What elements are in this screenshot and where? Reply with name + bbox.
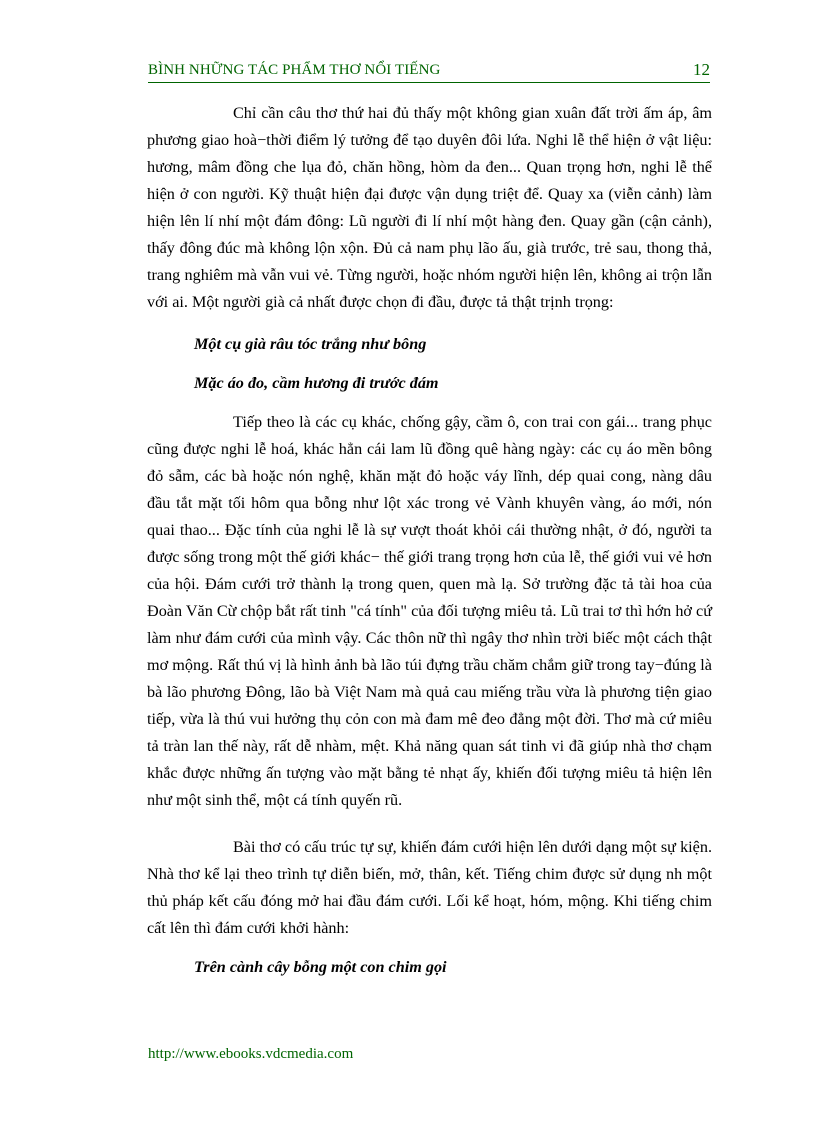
paragraph-1: Chỉ cần câu thơ thứ hai đủ thấy một không gian xuân đất trời ấm áp, âm phương giao hoà−thời điểm lý tưởng để tạo duyên đôi lứa. Nghi lễ thể hiện ở vật liệu: hương, mâm đồng che lụa đỏ, chăn hồng, hòm da đen... Quan trọng hơn, nghi lễ thể hiện ở con người. Kỹ thuật hiện đại được vận dụng triệt để. Quay xa (viễn cảnh) làm hiện lên lí nhí một đám đông: Lũ người đi lí nhí một hàng đen. Quay gần (cận cảnh), thấy đông đúc mà không lộn xộn. Đủ cả nam phụ lão ấu, già trước, trẻ sau, thong thả, trang nghiêm mà vẫn vui vẻ. Từng người, hoặc nhóm người hiện lên, không ai trộn lẫn với ai. Một người già cả nhất được chọn đi đầu, được tả thật trịnh trọng:: [147, 104, 712, 311]
paragraph-3: Bài thơ có cấu trúc tự sự, khiến đám cưới hiện lên dưới dạng một sự kiện. Nhà thơ kể lại theo trình tự diễn biến, mở, thân, kết. Tiếng chim được sử dụng nh một thủ pháp kết cấu đóng mở hai đầu đám cưới. Lối kể hoạt, hóm, mộng. Khi tiếng chim cất lên thì đám cưới khởi hành:: [147, 838, 712, 937]
header-title: BÌNH NHỮNG TÁC PHẨM THƠ NỔI TIẾNG: [148, 62, 441, 78]
verse-line-1: Một cụ già râu tóc trắng như bông: [194, 335, 427, 353]
footer-link[interactable]: http://www.ebooks.vdcmedia.com: [148, 1046, 354, 1062]
page-header: [148, 60, 710, 83]
verse-line-3: Trên cành cây bỗng một con chim gọi: [194, 958, 447, 976]
page-content: [147, 100, 712, 981]
page-number: 12: [693, 60, 710, 79]
paragraph-2: Tiếp theo là các cụ khác, chống gậy, cầm ô, con trai con gái... trang phục cũng được nghi lễ hoá, khác hẳn cái lam lũ đồng quê hàng ngày: các cụ áo mền bông đỏ sẫm, các bà hoặc nón nghệ, khăn mặt đỏ hoặc váy lĩnh, dép quai cong, nàng dâu đầu tắt mặt tối hôm qua bỗng như lột xác trong vẻ Vành khuyên vàng, áo mới, nón quai thao... Đặc tính của nghi lễ là sự vượt thoát khỏi cái thường nhật, ở đó, người ta được sống trong một thế giới khác− thế giới trang trọng hơn của lễ, thế giới vui vẻ hơn của hội. Đám cưới trở thành lạ trong quen, quen mà lạ. Sở trường đặc tả tài hoa của Đoàn Văn Cừ chộp bắt rất tinh "cá tính" của đối tượng miêu tả. Lũ trai tơ thì hớn hở cứ làm như đám cưới của mình vậy. Các thôn nữ thì ngây thơ nhìn trời biếc một cách thật mơ mộng. Rất thú vị là hình ảnh bà lão túi đựng trầu chăm chắm giữ trong tay−đúng là bà lão phương Đông, lão bà Việt Nam mà quả cau miếng trầu vừa là phương tiện giao tiếp, vừa là thú vui hưởng thụ cỏn con mà đam mê đeo đẳng một đời. Thơ mà cứ miêu tả tràn lan thế này, rất dễ nhàm, mệt. Khả năng quan sát tinh vi đã giúp nhà thơ chạm khắc được những ấn tượng vào mặt bằng tẻ nhạt ấy, khiến đối tượng miêu tả hiện lên như một sinh thể, một cá tính quyến rũ.: [147, 413, 712, 809]
verse-line-2: Mặc áo đo, cầm hương đi trước đám: [194, 374, 439, 392]
